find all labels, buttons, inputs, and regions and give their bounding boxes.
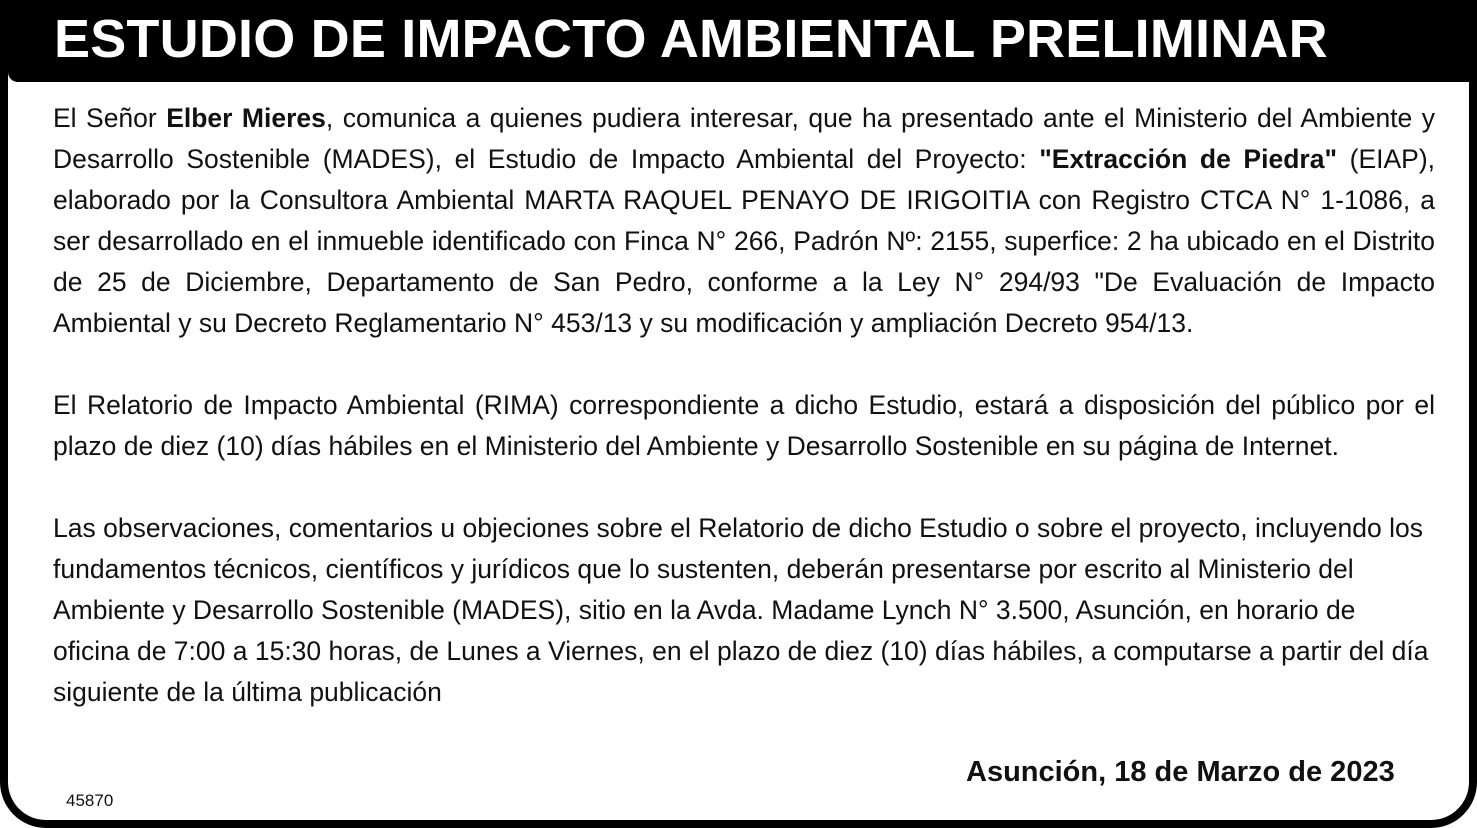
proponent-name: Elber Mieres (166, 103, 326, 133)
paragraph-announcement (53, 98, 1435, 344)
page-title: ESTUDIO DE IMPACTO AMBIENTAL PRELIMINAR (54, 9, 1328, 69)
project-name: "Extracción de Piedra" (1039, 144, 1338, 174)
announcement-text-2: , comunica a quienes pudiera interesar, que ha presentado ante el Ministerio del Ambiente y Desarrollo Sostenible (MADES), el Estudio de Impacto Ambiental del Proyecto: (53, 103, 1435, 174)
publication-date: Asunción, 18 de Marzo de 2023 (966, 756, 1395, 788)
announcement-text-1: El Señor (53, 103, 167, 133)
paragraph-observations: Las observaciones, comentarios u objeciones sobre el Relatorio de dicho Estudio o sobre el proyecto, incluyendo los fundamentos técnicos, científicos y jurídicos que lo sustenten, deberán presentarse por escrito al Ministerio del Ambiente y Desarrollo Sostenible (MADES), sitio en la Avda. Madame Lynch N° 3.500, Asunción, en horario de oficina de 7:00 a 15:30 horas, de Lunes a Viernes, en el plazo de diez (10) días hábiles, a computarse a partir del día siguiente de la última publicación (53, 513, 1429, 707)
notice-body (53, 98, 1435, 713)
paragraph-rima: El Relatorio de Impacto Ambiental (RIMA) correspondiente a dicho Estudio, estará a disposición del público por el plazo de diez (10) días hábiles en el Ministerio del Ambiente y Desarrollo Sostenible en su página de Internet. (53, 390, 1435, 461)
announcement-text-3: (EIAP), elaborado por la Consultora Ambiental MARTA RAQUEL PENAYO DE IRIGOITIA con Registro CTCA N° 1-1086, a ser desarrollado en el inmueble identificado con Finca N° 266, Padrón Nº: 2155, superfice: 2 ha ubicado en el Distrito de 25 de Diciembre, Departamento de San Pedro, conforme a la Ley N° 294/93 "De Evaluación de Impacto Ambiental y su Decreto Reglamentario N° 453/13 y su modificación y ampliación Decreto 954/13. (53, 144, 1436, 338)
reference-number: 45870 (66, 791, 114, 810)
title-bar (8, 0, 1477, 82)
